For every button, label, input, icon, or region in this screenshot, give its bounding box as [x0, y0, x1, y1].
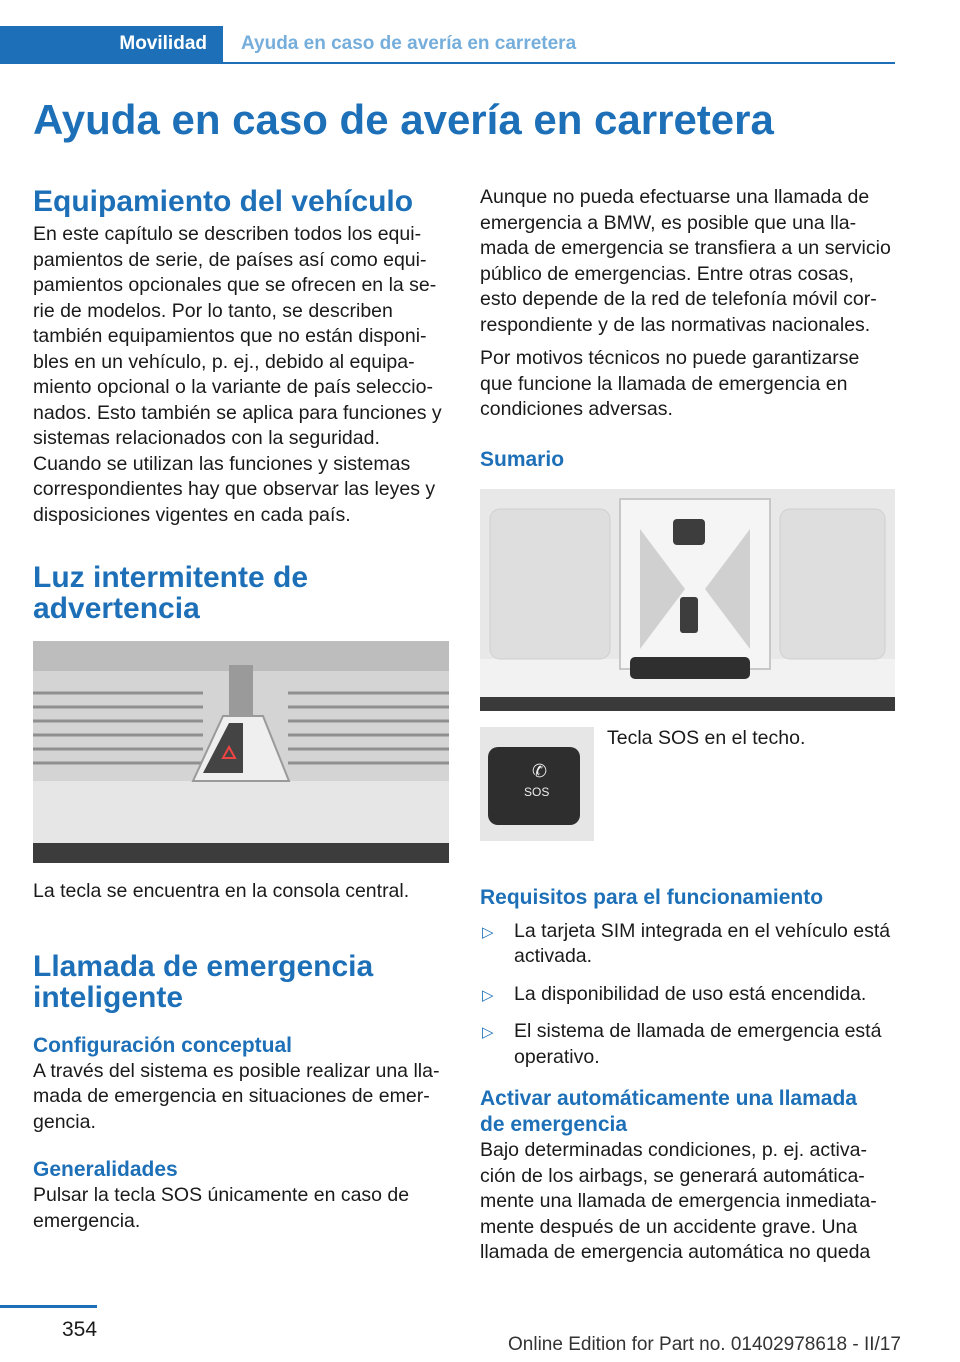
list-item: [480, 1019, 896, 1070]
text-line: operativo.: [514, 1045, 600, 1068]
general-heading: Generalidades: [33, 1158, 178, 1181]
text-line: pamientos opcionales que se ofrecen en la se-: [33, 274, 437, 296]
text-line: pamientos de serie, de países así como equi-: [33, 248, 427, 271]
text-line: emergencia.: [33, 1209, 141, 1232]
heading-line: de emergencia: [480, 1113, 628, 1136]
hazard-photo-graphic: [33, 641, 449, 863]
text-line: correspondientes hay que observar las leyes y: [33, 478, 436, 500]
text-line: Por motivos técnicos no puede garantizarse: [480, 347, 860, 369]
text-line: Pulsar la tecla SOS únicamente en caso de: [33, 1184, 410, 1206]
heading-line: inteligente: [33, 980, 184, 1014]
sos-button: [488, 747, 580, 825]
text-line: emergencia a BMW, es posible que una lla-: [480, 211, 857, 234]
running-header: [0, 26, 895, 64]
heading-line: Activar automáticamente una llamada: [480, 1087, 857, 1110]
text-line: también equipamientos que no están disponi-: [33, 325, 427, 347]
edition-note: Online Edition for Part no. 01402978618 - II/17: [508, 1334, 901, 1355]
text-line: respondiente y de las normativas nacionales.: [480, 313, 871, 336]
equipment-heading: Equipamiento del vehículo: [33, 185, 414, 218]
technical-paragraph: [480, 346, 896, 423]
sos-label: SOS: [524, 784, 550, 799]
chapter-tab[interactable]: Ayuda en caso de avería en carretera: [241, 33, 577, 54]
equipment-paragraph: [33, 222, 449, 528]
auto-call-heading: [480, 1086, 896, 1138]
text-line: disposiciones vigentes en cada país.: [33, 503, 351, 526]
text-line: bles en un vehículo, p. ej., debido al equipa-: [33, 350, 415, 373]
text-line: mente después de un accidente grave. Una: [480, 1215, 858, 1238]
triangle-right-icon: ▷: [482, 986, 494, 1004]
text-line: nados. Esto también se aplica para funciones y: [33, 401, 442, 424]
text-line: que funcione la llamada de emergencia en: [480, 372, 848, 395]
auto-call-paragraph: [480, 1138, 896, 1266]
heading-line: advertencia: [33, 592, 200, 625]
roof-console-graphic: [480, 489, 895, 711]
text-line: sistemas relacionados con la seguridad.: [33, 427, 380, 449]
concept-paragraph: [33, 1059, 449, 1136]
sos-caption: Tecla SOS en el techo.: [607, 726, 806, 749]
hazard-caption: La tecla se encuentra en la consola central.: [33, 880, 410, 902]
requirements-list: [480, 919, 896, 1071]
triangle-right-icon: ▷: [482, 1024, 494, 1041]
sos-detail-row: [480, 727, 896, 847]
list-item: [480, 919, 896, 970]
hazard-heading: [33, 562, 449, 624]
text-line: ción de los airbags, se generará automática-: [480, 1164, 865, 1187]
text-line: En este capítulo se describen todos los equi-: [33, 223, 422, 245]
intro-paragraph: [480, 185, 896, 338]
text-line: mente una llamada de emergencia inmediata-: [480, 1190, 877, 1212]
triangle-right-icon: ▷: [482, 923, 494, 941]
text-line: La disponibilidad de uso está encendida.: [514, 982, 867, 1005]
hazard-button-photo: [33, 641, 449, 863]
phone-icon: ✆: [532, 760, 548, 781]
list-item: [480, 982, 896, 1008]
requirements-heading: Requisitos para el funcionamiento: [480, 885, 824, 909]
left-column: [33, 182, 449, 1234]
heading-line: Llamada de emergencia: [33, 949, 374, 983]
footer-rule: [0, 1305, 97, 1308]
text-line: esto depende de la red de telefonía móvil cor-: [480, 288, 877, 310]
text-line: mada de emergencia en situaciones de emer-: [33, 1085, 430, 1107]
section-tab[interactable]: Movilidad: [0, 26, 223, 62]
ecall-heading: [33, 951, 449, 1013]
text-line: miento opcional o la variante de país seleccio-: [33, 376, 433, 398]
text-line: Aunque no pueda efectuarse una llamada de: [480, 186, 870, 208]
text-line: condiciones adversas.: [480, 398, 673, 420]
text-line: La tarjeta SIM integrada en el vehículo está: [514, 919, 891, 942]
text-line: público de emergencias. Entre otras cosas,: [480, 262, 854, 285]
sos-button-photo: [480, 727, 594, 841]
roof-console-photo: [480, 489, 895, 711]
text-line: Cuando se utilizan las funciones y sistemas: [33, 452, 411, 475]
right-column: [480, 185, 896, 1266]
text-line: Bajo determinadas condiciones, p. ej. activa-: [480, 1139, 867, 1161]
general-paragraph: [33, 1183, 449, 1234]
page-number: 354: [62, 1318, 98, 1341]
text-line: rie de modelos. Por lo tanto, se describen: [33, 299, 393, 322]
text-line: A través del sistema es posible realizar una lla-: [33, 1059, 440, 1082]
heading-line: Luz intermitente de: [33, 561, 309, 594]
text-line: activada.: [514, 945, 593, 967]
text-line: llamada de emergencia automática no queda: [480, 1241, 871, 1263]
page-title: Ayuda en caso de avería en carretera: [33, 96, 774, 143]
concept-heading: Configuración conceptual: [33, 1033, 293, 1057]
summary-heading: Sumario: [480, 447, 565, 471]
text-line: gencia.: [33, 1110, 96, 1133]
text-line: mada de emergencia se transfiera a un servicio: [480, 237, 891, 259]
text-line: El sistema de llamada de emergencia está: [514, 1020, 882, 1042]
